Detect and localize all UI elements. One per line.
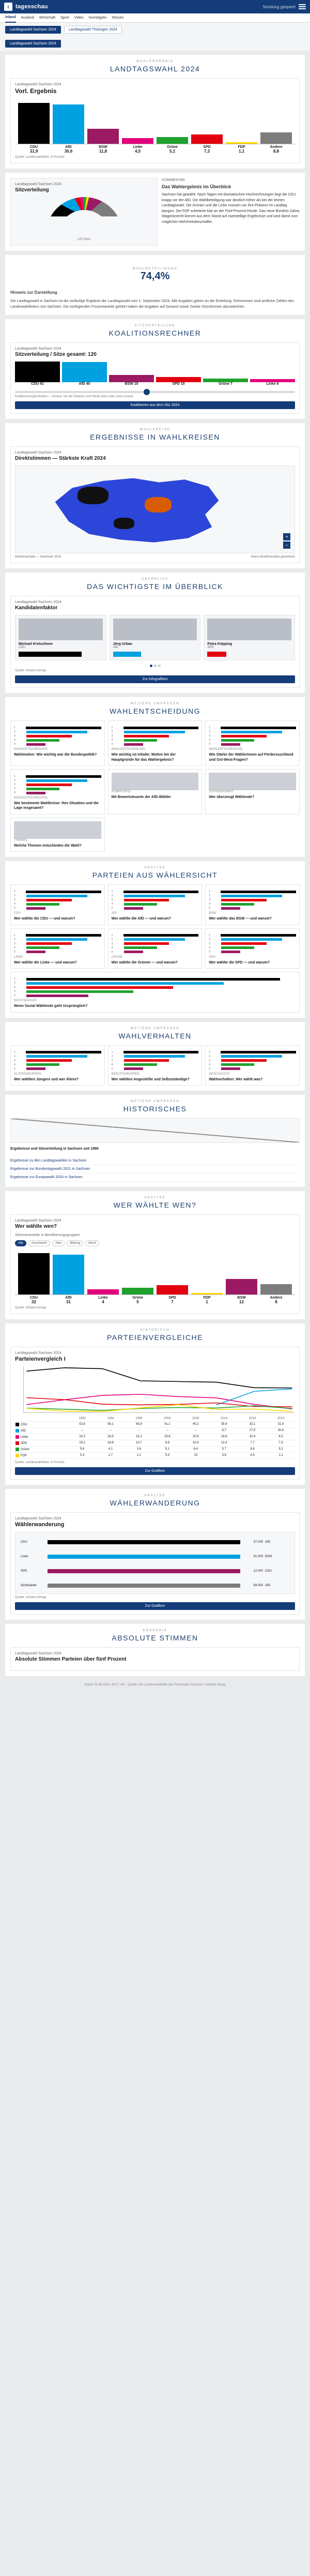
candidate-photo [113, 619, 197, 640]
candidates-button[interactable]: Zur Infografiken [15, 675, 295, 683]
majority-slider[interactable] [15, 391, 295, 393]
decision-card[interactable] [108, 769, 203, 815]
historical-sparkline [10, 1118, 300, 1143]
candidate-party: CDU [19, 646, 25, 650]
coalition-title: KOALITIONSRECHNER [109, 329, 202, 338]
result-bar-afd [53, 99, 84, 144]
historical-headline: Ergebnisse und Sitzverteilung in Sachsen seit 1990 [10, 1147, 99, 1151]
parties-card-grid [10, 884, 300, 1012]
coalition-seat-count: Linke 6 [266, 382, 279, 386]
card-headline: Mit Bewertsteuerte der AfD-Wähler [111, 795, 171, 800]
decision-kicker: WEITERE UMFRAGEN [130, 702, 180, 706]
whovoted-tab-bildung[interactable]: Bildung [67, 1240, 83, 1246]
whovoted-bar-fdp [191, 1249, 223, 1294]
card-mini-bars: 1 2 3 4 5 [14, 775, 101, 794]
card-kicker: THEMEN [14, 838, 27, 842]
card-kicker: BERUFSGRUPPEN [111, 1072, 140, 1076]
section-voter-migration [5, 1489, 305, 1620]
card-kicker: WAHLENTSCHEIDUNG [14, 796, 48, 800]
districts-kicker: WAHLKREISE [140, 428, 171, 432]
migration-flow-row: Nichtwähler 69.000 AfD [21, 1584, 271, 1588]
card-thumbnail [112, 773, 199, 790]
districts-card [10, 446, 300, 563]
card-kicker: WAHLENTSCHEIDUNG [111, 748, 145, 751]
coalition-seat-count: SPD 10 [172, 382, 185, 386]
party-card[interactable] [108, 884, 203, 925]
map-region-cdu-2 [114, 518, 134, 529]
card-mini-bars: 1 2 3 4 5 [14, 1051, 101, 1071]
candidate-name: Petra Köpping [207, 642, 233, 646]
coalition-seat-numbers [15, 382, 295, 386]
decision-card[interactable] [10, 818, 105, 852]
result-bar-cdu [18, 99, 50, 144]
card-kicker: ALTERSGRUPPEN [14, 1072, 41, 1076]
breadcrumb-row-2 [0, 37, 310, 51]
absolute-card-title: Absolute Stimmen Parteien über fünf Prozent [15, 1656, 127, 1663]
historical-link[interactable]: Ergebnisse zur Europawahl 2024 in Sachsen [10, 1173, 300, 1182]
whovoted-bar-label: BSW 12 [237, 1295, 246, 1304]
comparison-card-title: Parteienvergleich I [15, 1355, 66, 1362]
section-who-voted [5, 1191, 305, 1319]
candidate-name: Michael Kretschmer [19, 642, 53, 646]
whovoted-bar-cdu [18, 1249, 50, 1294]
candidates-card [10, 596, 300, 688]
historical-title: HISTORISCHES [123, 1105, 187, 1113]
migration-flow-row: SPD 12.000 CDU [21, 1570, 272, 1573]
result-bar-linke [122, 99, 153, 144]
card-kicker: SPD [209, 955, 215, 959]
card-mini-bars: 1 2 3 4 5 [112, 890, 199, 910]
whovoted-bar-bsw [226, 1249, 257, 1294]
section-results [5, 55, 305, 169]
whovoted-source: Quelle: Infratest dimap [15, 1306, 47, 1309]
card-kicker: AfD [111, 912, 117, 915]
card-mini-bars: 1 2 3 4 5 [209, 890, 296, 910]
nav-item-video[interactable]: Video [74, 16, 84, 20]
candidate-photo [207, 619, 291, 640]
card-headline: Wer wählte die Linke — und warum? [14, 960, 77, 965]
card-headline: Wahlverhalten: Wer wählt was? [209, 1077, 263, 1081]
whovoted-sup: Landtagswahl Sachsen 2024 [15, 1218, 61, 1223]
slider-knob[interactable] [144, 389, 150, 395]
absolute-title: ABSOLUTE STIMMEN [112, 1634, 198, 1643]
nav-item-wirtschaft[interactable]: Wirtschaft [39, 16, 56, 20]
hemicycle-chart [45, 197, 123, 236]
coalition-party-linke[interactable] [250, 361, 295, 382]
card-mini-bars: 1 2 3 4 5 [14, 890, 101, 910]
card-headline: Wer wählten Angestellte und Selbstständige? [111, 1077, 190, 1081]
section-seats [5, 173, 305, 251]
decision-card[interactable] [205, 720, 300, 766]
comparison-table: 1990 1994 1999 2004 2009 2014 2019 2024 CDU 53,8 58,1 56,9 41,1 40,2 39,4 32,1 31,9 AfD – – – – – 9,7 27,5 30,6 Linke 10,2 16,5 22,2 23,6 20,6 18,9 10,4 4,5 SPD 19,1 16,6 10,7 9,8 10,4 12,4 7,7 7,3 Grüne 5,6 4,1 2,6 5,1 6,4 5,7 8,6 5,1 FDP 5,3 1,7 1,1 5,9 10 3,8 4,5 1,1 [15, 1416, 295, 1459]
card-headline: Wer wählte die AfD — und warum? [111, 917, 172, 921]
map-shape-sachsen [52, 475, 222, 545]
turnout-kicker: WAHLBETEILIGUNG [132, 267, 178, 270]
whovoted-bar-label: FDP 1 [203, 1295, 211, 1304]
candidates-source: Quelle: Infratest dimap [15, 669, 47, 673]
card-kicker: NICHTWÄHLER [14, 999, 37, 1003]
party-card[interactable] [10, 884, 105, 925]
comparison-card [10, 1347, 300, 1480]
card-kicker: ZUFRIEDENHEIT [209, 790, 234, 794]
result-card-title: Vorl. Ergebnis [15, 87, 57, 95]
coalition-sup: Landtagswahl Sachsen 2024 [15, 347, 61, 351]
coalition-button[interactable]: Koalitionen aus dem Sitz 2024 [15, 401, 295, 409]
candidate-score-bar [207, 652, 226, 657]
historical-kicker: WEITERE UMFRAGEN [130, 1100, 180, 1104]
migration-card-title: Wählerwanderung [15, 1522, 65, 1528]
comment-text: Sachsen hat gewählt. Nach Tagen mit dramatischen Hochrechnungen liegt die CDU knapp vor der AfD. Die Wahlbeteiligung war deutlich höher als bei der letzten Landtagswahl. Die Grünen und die Linke müssen um ihre Präsenz im Landtag bangen. Die FDP scheiterte klar an der Fünf-Prozent-Hürde. Das neue Bündnis Sahra Wagenknecht kommt aus dem Stand auf zweistellige Ergebnisse und wird damit zum möglichen Mehrheitsbeschaffer. [162, 193, 300, 224]
card-mini-bars: 1 2 3 4 5 [209, 726, 296, 746]
whovoted-tabs[interactable] [15, 1240, 295, 1246]
comparison-kicker: HISTORISCH [140, 1328, 170, 1332]
migration-title: WÄHLERWANDERUNG [110, 1499, 200, 1508]
behaviour-card-grid [10, 1045, 300, 1086]
zoom-in-icon[interactable]: + [283, 533, 290, 540]
whovoted-bar-label: Andere 8 [270, 1295, 283, 1304]
behaviour-title: WAHLVERHALTEN [118, 1031, 192, 1040]
result-bar-label: AfD 30,6 [64, 145, 73, 154]
comparison-line-chart [23, 1366, 295, 1413]
result-bar-label: CDU 31,9 [29, 145, 38, 154]
map-legend-left: Direktmandate — Gewinner 2024 [15, 555, 61, 559]
coalition-kicker: SITZVERTEILUNG [134, 324, 176, 328]
crumb-thueringen[interactable]: Landtagswahl Thüringen 2024 [64, 26, 122, 34]
card-mini-bars: 1 2 3 4 5 [209, 1051, 296, 1071]
historical-link[interactable]: Ergebnisse zu den Landtagswahlen in Sachsen [10, 1157, 300, 1165]
card-mini-bars: 1 2 3 4 5 [14, 934, 101, 954]
turnout-value: 74,4% [140, 270, 170, 282]
whovoted-card-title: Wer wählte wen? [15, 1223, 57, 1229]
candidates-kicker: ÜBERBLICK [141, 578, 168, 581]
seats-title: Sitzverteilung [15, 187, 49, 193]
card-thumbnail [14, 821, 101, 839]
card-mini-bars: 1 2 3 4 5 [209, 934, 296, 954]
result-source: Quelle: Landeswahlleiter, in Prozent [15, 156, 65, 159]
comparison-svg [24, 1366, 295, 1412]
card-mini-bars: 1 2 3 4 5 [112, 726, 199, 746]
whovoted-bar-label: SPD 7 [168, 1295, 176, 1304]
section-coalition [5, 319, 305, 419]
card-headline: Wie Stärke der Wählerinnen auf Förderzuschland und Ost-West-Fragen? [209, 753, 293, 762]
absolute-kicker: ERGEBNIS [143, 1629, 167, 1633]
decision-card-grid [10, 720, 300, 852]
card-headline: Wenn Sozial Wählende geht Ursprünglich? [14, 1004, 88, 1008]
result-bar-label: Linke 4,5 [133, 145, 143, 154]
nav-item-investigativ[interactable]: Investigativ [88, 16, 107, 20]
card-thumbnail [209, 773, 296, 790]
comparison-button[interactable]: Zur Grafiken [15, 1467, 295, 1475]
whovoted-bar-labels [15, 1295, 295, 1304]
whovoted-sub: Stimmenanteile in Bevölkerungsgruppen [15, 1233, 80, 1237]
coalition-party-afd[interactable] [62, 361, 107, 382]
seats-sup: Landtagswahl Sachsen 2024 [15, 183, 61, 186]
whovoted-tab-beruf[interactable]: Beruf [85, 1240, 99, 1246]
whovoted-card [10, 1214, 300, 1314]
section-turnout [5, 255, 305, 315]
card-headline: Wie bestimmte Wahlkreise: Ihre Situation und die Lage insgesamt? [14, 802, 99, 810]
comparison-source: Quelle: Landeswahlleiter, in Prozent [15, 1461, 65, 1465]
coalition-party-spd[interactable] [156, 361, 201, 382]
decision-card[interactable] [108, 720, 203, 766]
behaviour-card[interactable] [108, 1045, 203, 1086]
district-map[interactable] [15, 465, 295, 553]
comment-kicker: KOMMENTAR [162, 178, 185, 182]
result-bar-grüne [157, 99, 188, 144]
migration-card [10, 1512, 300, 1615]
party-card[interactable] [205, 928, 300, 969]
coalition-seat-count: CDU 41 [31, 382, 44, 386]
card-headline: Wie wichtig ist Inhalte: Motive bei der Hauptgründe für das Wahlergebnis? [111, 753, 176, 762]
coalition-seat-bars[interactable] [15, 361, 295, 382]
result-bar-label: FDP 1,1 [238, 145, 245, 154]
districts-title: ERGEBNISSE IN WAHLKREISEN [90, 433, 220, 442]
comment-title: Das Wahlergebnis im Überblick [162, 184, 231, 189]
decision-card[interactable] [205, 769, 300, 815]
brand-logo-icon[interactable]: t [4, 3, 12, 11]
absolute-sup: Landtagswahl Sachsen 2024 [15, 1652, 61, 1656]
result-bar-label: Grüne 5,1 [167, 145, 178, 154]
candidate-card[interactable] [204, 615, 295, 660]
card-kicker: LINKE [14, 955, 23, 959]
map-region-cdu [78, 487, 109, 504]
historical-link[interactable]: Ergebnisse zur Bundestagswahl 2021 in Sachsen [10, 1165, 300, 1173]
whovoted-bar-linke [87, 1249, 119, 1294]
card-mini-bars: 1 2 3 4 5 [112, 934, 199, 954]
coalition-seat-count: BSW 15 [125, 382, 138, 386]
districts-card-title: Direktstimmen — Stärkste Kraft 2024 [15, 456, 106, 462]
candidates-card-title: Kandidatenfaktor [15, 605, 58, 611]
coalition-hint: Koalitionsmöglichkeiten — Klicken Sie die Parteien und Werte dann oder unten erneut [15, 395, 133, 399]
turnout-note-heading: Hinweis zur Darstellung [10, 290, 57, 295]
result-bar-label: BSW 11,8 [99, 145, 107, 154]
section-historical [5, 1095, 305, 1186]
coalition-party-grüne[interactable] [203, 361, 248, 382]
coalition-card-title: Sitzverteilung / Sitze gesamt: 120 [15, 352, 97, 358]
result-bar-andere [260, 99, 292, 144]
section-districts [5, 423, 305, 568]
candidate-card[interactable] [110, 615, 201, 660]
candidate-name: Jörg Urban [113, 642, 133, 646]
results-kicker: WAHLERGEBNIS [136, 60, 174, 63]
main-nav [0, 13, 310, 23]
card-headline: Wahlmotive: Wie wichtig war die Bundespolitik? [14, 753, 97, 757]
decision-card[interactable] [10, 720, 105, 766]
map-zoom-controls[interactable] [283, 533, 290, 549]
whovoted-bar-spd [157, 1249, 188, 1294]
card-kicker: CDU [14, 912, 21, 915]
card-mini-bars: 1 2 3 4 5 [14, 726, 101, 746]
party-card[interactable] [108, 928, 203, 969]
candidate-score-bar [113, 652, 142, 657]
migration-kicker: ANALYSE [144, 1494, 166, 1498]
card-mini-bars: 1 2 3 4 5 [112, 1051, 199, 1071]
whovoted-title: WER WÄHLTE WEN? [113, 1200, 197, 1209]
result-card-sup: Landtagswahl Sachsen 2024 [15, 83, 61, 86]
card-headline: Wer wählte die Grünen — und warum? [111, 960, 178, 965]
whovoted-kicker: ANALYSE [144, 1196, 166, 1199]
comparison-title: PARTEIENVERGLEICHE [107, 1333, 203, 1342]
footer-note: Stand: 02.09.2024, 08:17 Uhr · Quelle: Der Landeswahlleiter des Freistaates Sachsen / Infratest dimap [84, 1683, 226, 1687]
result-bar-bsw [87, 99, 119, 144]
candidate-party: SPD [207, 646, 214, 650]
whovoted-tab-alter[interactable]: Alter [52, 1240, 65, 1246]
result-bar-fdp [226, 99, 257, 144]
whovoted-tab-geschlecht[interactable]: Geschlecht [28, 1240, 50, 1246]
result-bar-labels [15, 144, 295, 154]
card-kicker: WAHLENTSCHEIDUNG [14, 748, 48, 751]
card-headline: Wer wählte die CDU — und warum? [14, 917, 75, 921]
whovoted-bar-label: AfD 31 [65, 1295, 72, 1304]
section-party-comparison [5, 1323, 305, 1485]
coalition-party-cdu[interactable] [15, 361, 60, 382]
candidate-score-bar [19, 652, 82, 657]
card-headline: Wer überzeugt Wählende? [209, 795, 255, 800]
migration-flow-diagram [15, 1532, 295, 1594]
card-mini-bars: 1 2 3 4 5 [14, 977, 296, 997]
carousel-dots[interactable] [15, 665, 295, 667]
migration-note: Quelle: Infratest dimap [15, 1596, 47, 1600]
card-kicker: KOMPETENZ [111, 790, 131, 794]
districts-sup: Landtagswahl Sachsen 2024 [15, 451, 61, 455]
zoom-out-icon[interactable]: − [283, 541, 290, 549]
comment-card [162, 178, 300, 246]
coalition-seat-count: Grüne 7 [219, 382, 233, 386]
section-parties-view [5, 861, 305, 1017]
card-kicker: GESCHLECHT [209, 1072, 230, 1076]
section-absolute-votes [5, 1624, 305, 1676]
result-bar-spd [191, 99, 223, 144]
seat-distribution-card [10, 178, 158, 246]
menu-icon[interactable] [299, 4, 306, 9]
crumb-sachsen-2[interactable]: Landtagswahl Sachsen 2024 [5, 40, 61, 48]
section-voting-behaviour [5, 1022, 305, 1091]
brand-title[interactable]: tagesschau [16, 4, 48, 10]
breadcrumb-row-1 [0, 23, 310, 37]
map-region-afd [145, 497, 172, 513]
coalition-seat-count: AfD 40 [79, 382, 90, 386]
migration-flow-row: CDU 37.000 AfD [21, 1541, 271, 1544]
card-kicker: WAHLENTSCHEIDUNG [209, 748, 243, 751]
behaviour-card[interactable] [205, 1045, 300, 1086]
behaviour-card[interactable] [10, 1045, 105, 1086]
card-headline: Wer wählten Jüngere und wer Ältere? [14, 1077, 79, 1081]
crumb-sachsen[interactable]: Landtagswahl Sachsen 2024 [5, 26, 61, 34]
party-card[interactable] [205, 884, 300, 925]
nav-item-sport[interactable]: Sport [60, 16, 69, 20]
card-kicker: GRÜNE [111, 955, 123, 959]
candidate-party: AfD [113, 646, 118, 650]
candidate-card[interactable] [15, 615, 106, 660]
coalition-party-bsw[interactable] [109, 361, 154, 382]
whovoted-bar-andere [260, 1249, 292, 1294]
whovoted-bar-label: CDU 32 [29, 1295, 38, 1304]
card-headline: Wer wählte das BSW — und warum? [209, 917, 272, 921]
absolute-card [10, 1647, 300, 1671]
migration-flow-row: Linke 51.000 BSW [21, 1555, 272, 1559]
whovoted-bar-afd [53, 1249, 84, 1294]
search-label[interactable]: Sendung gesperrt [262, 4, 296, 9]
parties-title: PARTEIEN AUS WÄHLERSICHT [92, 871, 218, 880]
nav-item-wissen[interactable]: Wissen [112, 16, 124, 20]
section-vote-decision [5, 697, 305, 857]
candidates-sup: Landtagswahl Sachsen 2024 [15, 600, 61, 605]
historical-links [10, 1157, 300, 1182]
turnout-note-text: Die Landtagswahl in Sachsen ist die vorläufige Ergebnis der Landtagswahl vom 1. September 2024. Alle Angaben geben an die Einteilung. Entnommen sind amtliche Zahlen des Landeswahlleiters von Sachsen. Die vorliegenden Prozentanteile geführt haben die Angaben auf Gesamt sowie Zweite Ortsstimmen abzuweichen. [10, 299, 295, 309]
card-headline: Welche Themen entschieden die Wahl? [14, 843, 82, 848]
whovoted-bar-chart [15, 1249, 295, 1295]
result-bar-label: SPD 7,3 [203, 145, 211, 154]
candidate-list [15, 615, 295, 660]
seats-total: 120 Sitze [77, 238, 91, 241]
whovoted-bar-grüne [122, 1249, 153, 1294]
candidates-title: DAS WICHTIGSTE IM ÜBERBLICK [87, 582, 223, 591]
section-candidates [5, 573, 305, 693]
migration-sup: Landtagswahl Sachsen 2024 [15, 1517, 61, 1521]
top-bar [0, 0, 310, 13]
candidate-photo [19, 619, 103, 640]
decision-card[interactable] [10, 769, 105, 815]
results-title: LANDTAGSWAHL 2024 [110, 65, 200, 73]
party-card[interactable] [10, 972, 300, 1012]
result-bar-label: Andere 8,8 [270, 145, 283, 154]
nav-item-inland[interactable]: Inland [5, 13, 16, 23]
behaviour-kicker: WEITERE UMFRAGEN [130, 1027, 180, 1030]
result-chart-card [10, 78, 300, 163]
migration-button[interactable]: Zur Grafiken [15, 1602, 295, 1610]
whovoted-bar-label: Linke 4 [98, 1295, 108, 1304]
map-legend-right: Keine Direktmandate gewonnen [251, 555, 295, 559]
result-bar-chart [15, 99, 295, 144]
nav-item-ausland[interactable]: Ausland [21, 16, 34, 20]
card-headline: Wer wählte die SPD — und warum? [209, 960, 270, 965]
whovoted-tab-alle[interactable]: Alle [15, 1240, 26, 1246]
whovoted-bar-label: Grüne 5 [132, 1295, 143, 1304]
party-card[interactable] [10, 928, 105, 969]
card-kicker: BSW [209, 912, 216, 915]
comparison-sup: Landtagswahl Sachsen 2024 [15, 1351, 61, 1355]
parties-kicker: ANALYSE [144, 866, 166, 870]
coalition-card [10, 342, 300, 414]
decision-title: WAHLENTSCHEIDUNG [110, 707, 200, 716]
